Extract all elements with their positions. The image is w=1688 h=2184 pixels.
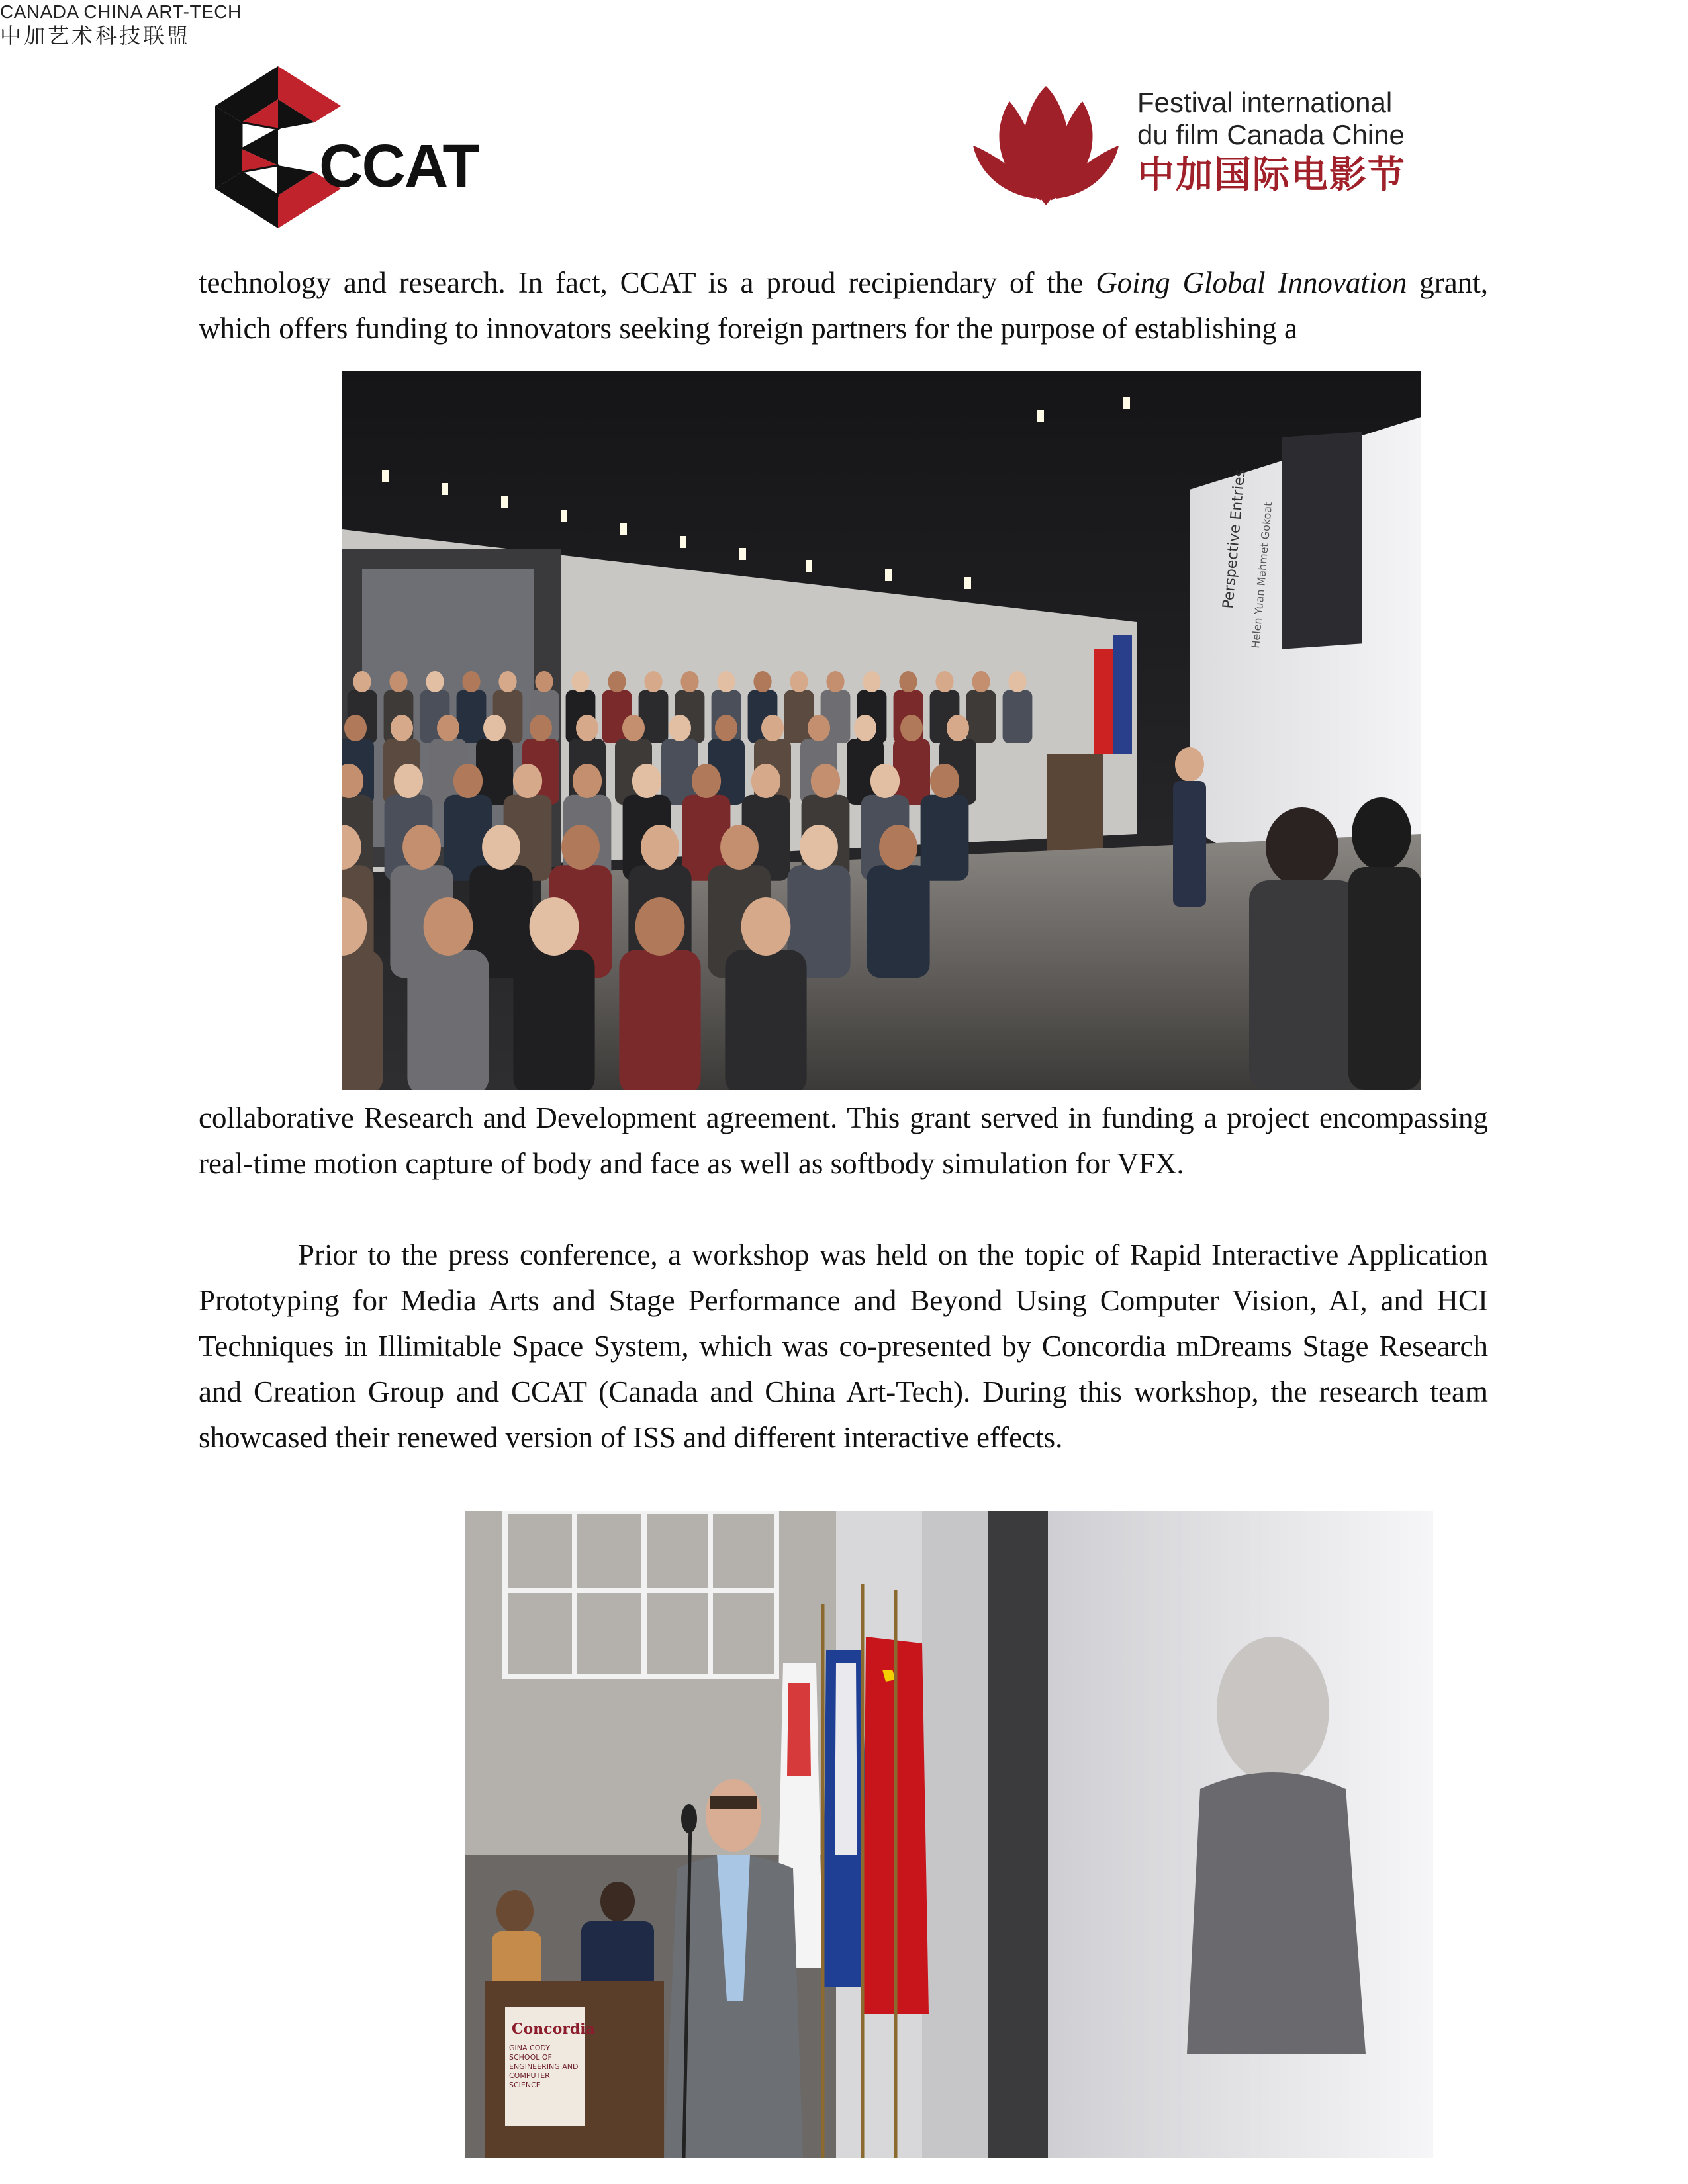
audience-member-body xyxy=(1003,690,1033,743)
screen-title: Perspective Entries xyxy=(1220,469,1249,610)
audience-member-head xyxy=(761,715,784,741)
audience-member-head xyxy=(498,671,516,692)
grant-name: Going Global Innovation xyxy=(1096,266,1407,299)
audience-member-head xyxy=(561,825,600,870)
audience-member-head xyxy=(530,897,579,956)
audience-member-head xyxy=(402,825,441,870)
audience-member-head xyxy=(800,825,838,870)
presenter-podium-photo xyxy=(465,1511,1433,2158)
audience-member-head xyxy=(899,671,917,692)
audience-member-head xyxy=(863,671,880,692)
audience-member-head xyxy=(854,715,876,741)
audience-member-body xyxy=(457,690,487,743)
audience-member-body xyxy=(639,690,669,743)
podium-text: GINA CODY SCHOOL OF ENGINEERING AND COMPUTER SCIENCE xyxy=(509,2044,579,2089)
paragraph-1-start: technology and research. In fact, CCAT is a proud recipiendary of the xyxy=(199,266,1096,299)
audience-member-head xyxy=(870,764,900,798)
paragraph-3 xyxy=(199,1232,1488,1461)
paragraph-1-end: grant, which offers funding to innovators seeking foreign partners for the purpose of establishing a xyxy=(199,266,1488,345)
red-flower-logo-icon xyxy=(970,83,1122,208)
audience-member-head xyxy=(462,671,480,692)
screen-subtitle: Helen Yuan Mahmet Gokoat xyxy=(1249,501,1275,649)
audience-member-head xyxy=(879,825,917,870)
audience-member-head xyxy=(641,825,679,870)
audience-member-body xyxy=(619,950,700,1090)
audience-member-head xyxy=(353,671,371,692)
audience-member-head xyxy=(720,825,759,870)
audience-member-head xyxy=(608,671,626,692)
audience-member-head xyxy=(680,671,698,692)
audience-member-body xyxy=(725,950,806,1090)
press-conference-audience-photo xyxy=(342,371,1421,1090)
audience-member-head xyxy=(669,715,691,741)
paragraph-2: collaborative Research and Development agreement. This grant served in funding a project encompassing real-time motion capture of body and face as well as softbody simulation for VFX. xyxy=(199,1101,1488,1180)
audience-member-head xyxy=(930,764,959,798)
audience-member-head xyxy=(692,764,721,798)
audience-member-head xyxy=(391,715,413,741)
audience-member-body xyxy=(407,950,489,1090)
audience-member-head xyxy=(935,671,953,692)
festival-line1: Festival international xyxy=(1137,87,1393,118)
audience-member-head xyxy=(530,715,552,741)
audience-member-head xyxy=(632,764,661,798)
audience-member-head xyxy=(741,897,791,956)
paragraph-1 xyxy=(199,260,1488,351)
audience-member-head xyxy=(972,671,990,692)
audience-member-head xyxy=(571,671,589,692)
audience-member-head xyxy=(1008,671,1026,692)
festival-line2: du film Canada Chine xyxy=(1137,119,1405,150)
audience-member-body xyxy=(966,690,996,743)
festival-line3-zh: 中加国际电影节 xyxy=(1137,154,1406,195)
audience-member-head xyxy=(344,715,367,741)
audience-member-body xyxy=(342,950,383,1090)
audience-member-head xyxy=(811,764,840,798)
audience-member-head xyxy=(576,715,598,741)
ccat-tagline-en: CANADA CHINA ART-TECH xyxy=(0,1,242,22)
audience-member-head xyxy=(424,897,473,956)
audience-member-body xyxy=(784,690,814,743)
audience-member-head xyxy=(808,715,830,741)
audience-member-body xyxy=(867,865,929,978)
audience-member-head xyxy=(453,764,483,798)
audience-member-head xyxy=(900,715,923,741)
audience-member-head xyxy=(790,671,808,692)
audience-member-head xyxy=(947,715,969,741)
audience-member-head xyxy=(826,671,844,692)
audience-member-body xyxy=(513,950,594,1090)
podium-logo: Concordia xyxy=(512,2021,595,2038)
audience-member-head xyxy=(717,671,735,692)
audience-member-head xyxy=(622,715,645,741)
ccat-tagline xyxy=(0,0,1688,48)
audience-member-head xyxy=(753,671,771,692)
audience-member-head xyxy=(482,825,520,870)
paragraph-3-text: Prior to the press conference, a workshop was held on the topic of Rapid Interactive Application Prototyping for Media Arts and Stage Performance and Beyond Using Computer Vision, AI, and HCI Techniques in Illimitable Space System, which was co-presented by Concordia mDreams Stage Research and Creation Group and CCAT (Canada and China Art-Tech). During this workshop, the research team showcased their renewed version of ISS and different interactive effects. xyxy=(199,1238,1488,1454)
festival-wordmark xyxy=(1137,86,1406,199)
audience-member-head xyxy=(389,671,407,692)
audience-member-head xyxy=(535,671,553,692)
audience-member-head xyxy=(573,764,602,798)
audience-member-head xyxy=(644,671,662,692)
ccat-tagline-zh: 中加艺术科技联盟 xyxy=(0,24,191,48)
audience-member-head xyxy=(715,715,737,741)
audience-member-body xyxy=(921,795,969,881)
audience-member-head xyxy=(426,671,444,692)
audience-member-head xyxy=(394,764,423,798)
audience-member-head xyxy=(635,897,685,956)
audience-member-head xyxy=(751,764,780,798)
ccat-wordmark: CCAT xyxy=(319,132,479,200)
audience-member-head xyxy=(437,715,459,741)
audience-member-head xyxy=(483,715,506,741)
audience-member-head xyxy=(513,764,542,798)
